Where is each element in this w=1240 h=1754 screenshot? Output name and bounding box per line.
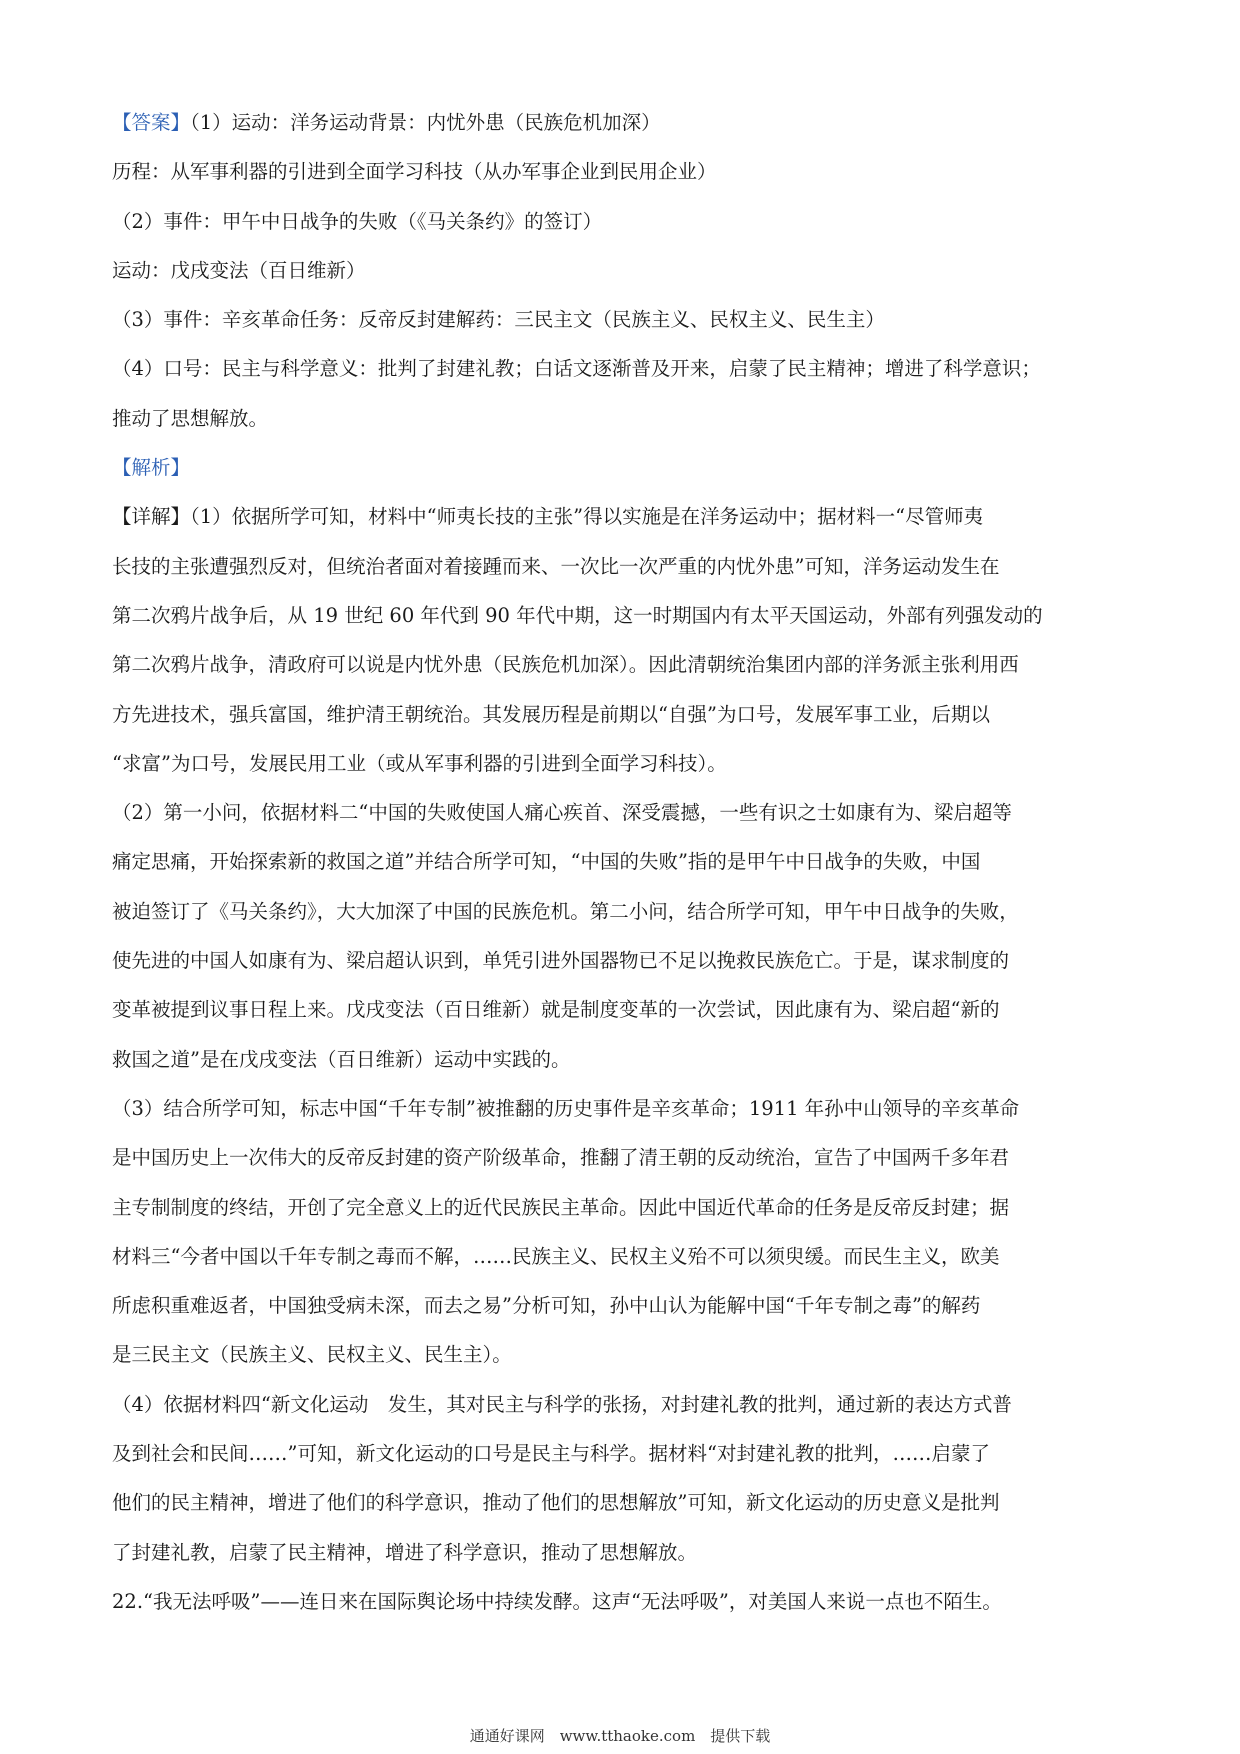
detail-p3-line-2: 主专制制度的终结，开创了完全意义上的近代民族民主革命。因此中国近代革命的任务是反帝反封建；据 xyxy=(112,1195,1010,1219)
answer-line-5: （3）事件：辛亥革命任务：反帝反封建解药：三民主文（民族主义、民权主义、民生主） xyxy=(112,308,885,332)
detail-p2-line-4: 变革被提到议事日程上来。戊戌变法（百日维新）就是制度变革的一次尝试，因此康有为、梁启超“新的 xyxy=(112,998,1000,1022)
detail-tag: 【详解】 xyxy=(112,505,191,529)
question-22: 22.“我无法呼吸”——连日来在国际舆论场中持续发酵。这声“无法呼吸”，对美国人来说一点也不陌生。 xyxy=(112,1589,1002,1613)
answer-line-4: 运动：戊戌变法（百日维新） xyxy=(112,258,366,282)
detail-p2-line-5: 救国之道”是在戊戌变法（百日维新）运动中实践的。 xyxy=(112,1047,571,1071)
page-footer: 通通好课网 www.tthaoke.com 提供下载 xyxy=(469,1727,771,1745)
answer-line-6: （4）口号：民主与科学意义：批判了封建礼教；白话文逐渐普及开来，启蒙了民主精神；增进了科学意识； xyxy=(112,357,1041,381)
detail-p4-line-2: 他们的民主精神，增进了他们的科学意识，推动了他们的思想解放”可知，新文化运动的历史意义是批判 xyxy=(112,1491,1000,1515)
detail-p1-line-4: 方先进技术，强兵富国，维护清王朝统治。其发展历程是前期以“自强”为口号，发展军事工业，后期以 xyxy=(112,702,990,726)
detail-p4-line-3: 了封建礼教，启蒙了民主精神，增进了科学意识，推动了思想解放。 xyxy=(112,1540,698,1564)
detail-p2-line-3: 使先进的中国人如康有为、梁启超认识到，单凭引进外国器物已不足以挽救民族危亡。于是，谋求制度的 xyxy=(112,949,1010,973)
detail-p4-line-0: （4）依据材料四“新文化运动 发生，其对民主与科学的张扬，对封建礼教的批判，通过新的表达方式普 xyxy=(112,1392,1012,1416)
detail-p3-line-0: （3）结合所学可知，标志中国“千年专制”被推翻的历史事件是辛亥革命；1911 年孙中山领导的辛亥革命 xyxy=(112,1096,1020,1120)
detail-p1-line-1: 长技的主张遭强烈反对，但统治者面对着接踵而来、一次比一次严重的内忧外患”可知，洋务运动发生在 xyxy=(112,554,1000,578)
analysis-tag: 【解析】 xyxy=(112,456,191,480)
detail-p3-line-4: 所虑积重难返者，中国独受病未深，而去之易”分析可知，孙中山认为能解中国“千年专制之毒”的解药 xyxy=(112,1294,981,1318)
detail-p1-line-5: “求富”为口号，发展民用工业（或从军事利器的引进到全面学习科技）。 xyxy=(112,751,727,775)
detail-p2-line-1: 痛定思痛，开始探索新的救国之道”并结合所学可知，“中国的失败”指的是甲午中日战争的失败，中国 xyxy=(112,850,981,874)
answer-line-2: 历程：从军事利器的引进到全面学习科技（从办军事企业到民用企业） xyxy=(112,160,717,184)
detail-p3-line-3: 材料三“今者中国以千年专制之毒而不解，……民族主义、民权主义殆不可以须臾缓。而民生主义，欧美 xyxy=(112,1244,1000,1268)
detail-p3-line-5: 是三民主文（民族主义、民权主义、民生主）。 xyxy=(112,1343,512,1367)
answer-line-3: （2）事件：甲午中日战争的失败（《马关条约》的签订） xyxy=(112,209,603,233)
detail-p2-line-2: 被迫签订了《马关条约》，大大加深了中国的民族危机。第二小问，结合所学可知，甲午中日战争的失败， xyxy=(112,899,1019,923)
detail-p3-line-1: 是中国历史上一次伟大的反帝反封建的资产阶级革命，推翻了清王朝的反动统治，宣告了中国两千多年君 xyxy=(112,1146,1010,1170)
detail-p1-text-0: （1）依据所学可知，材料中“师夷长技的主张”得以实施是在洋务运动中；据材料一“尽管师夷 xyxy=(190,505,984,529)
detail-p4-line-1: 及到社会和民间……”可知，新文化运动的口号是民主与科学。据材料“对封建礼教的批判，……启蒙了 xyxy=(112,1442,990,1466)
detail-p1-line-2: 第二次鸦片战争后，从 19 世纪 60 年代到 90 年代中期，这一时期国内有太平天国运动，外部有列强发动的 xyxy=(112,603,1043,627)
answer-line-7: 推动了思想解放。 xyxy=(112,406,269,430)
document-content xyxy=(112,98,1132,1626)
analysis-heading xyxy=(112,443,1132,492)
answer-line-1 xyxy=(112,98,1132,147)
detail-p2-line-0: （2）第一小问，依据材料二“中国的失败使国人痛心疾首、深受震撼，一些有识之士如康有为、梁启超等 xyxy=(112,801,1012,825)
answer-tag: 【答案】 xyxy=(112,111,191,134)
detail-p1-line-3: 第二次鸦片战争，清政府可以说是内忧外患（民族危机加深）。因此清朝统治集团内部的洋务派主张利用西 xyxy=(112,653,1019,677)
detail-p1-line-0 xyxy=(112,492,1132,541)
answer-line-1-text: （1）运动：洋务运动背景：内忧外患（民族危机加深） xyxy=(190,111,661,134)
